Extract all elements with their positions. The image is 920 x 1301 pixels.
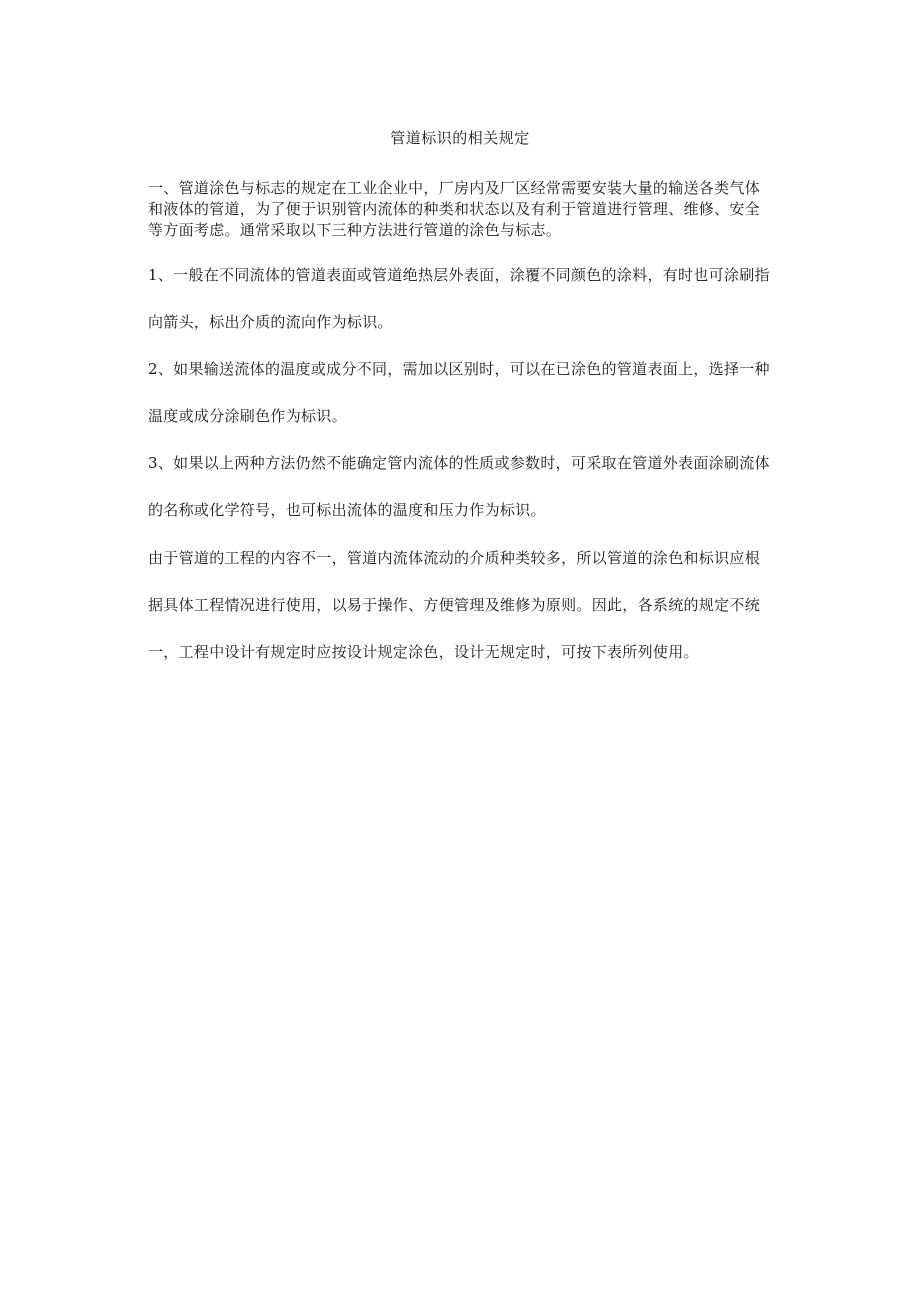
- closing-paragraph: [148, 545, 840, 665]
- item-2-paragraph: [148, 356, 840, 429]
- item-1-paragraph: [148, 262, 840, 335]
- document-title: 管道标识的相关规定: [390, 129, 530, 147]
- item-3-paragraph: [148, 450, 840, 523]
- closing-line-3: 一，工程中设计有规定时应按设计规定涂色，设计无规定时，可按下表所列使用。: [148, 643, 699, 661]
- intro-paragraph: [148, 178, 840, 241]
- item-1-line-1: 1、一般在不同流体的管道表面或管道绝热层外表面，涂覆不同颜色的涂料，有时也可涂刷指: [148, 266, 770, 284]
- item-2-line-2: 温度或成分涂刷色作为标识。: [148, 407, 347, 425]
- intro-line-1: 一、管道涂色与标志的规定在工业企业中，厂房内及厂区经常需要安装大量的输送各类气体: [148, 179, 761, 197]
- closing-line-2: 据具体工程情况进行使用，以易于操作、方便管理及维修为原则。因此，各系统的规定不统: [148, 596, 761, 614]
- closing-line-1: 由于管道的工程的内容不一，管道内流体流动的介质种类较多，所以管道的涂色和标识应根: [148, 549, 761, 567]
- item-3-line-2: 的名称或化学符号，也可标出流体的温度和压力作为标识。: [148, 501, 546, 519]
- intro-line-3: 等方面考虑。通常采取以下三种方法进行管道的涂色与标志。: [148, 221, 562, 239]
- intro-line-2: 和液体的管道，为了便于识别管内流体的种类和状态以及有利于管道进行管理、维修、安全: [148, 200, 761, 218]
- item-3-line-1: 3、如果以上两种方法仍然不能确定管内流体的性质或参数时，可采取在管道外表面涂刷流体: [148, 454, 770, 472]
- item-1-line-2: 向箭头，标出介质的流向作为标识。: [148, 313, 393, 331]
- item-2-line-1: 2、如果输送流体的温度或成分不同，需加以区别时，可以在已涂色的管道表面上，选择一种: [148, 360, 770, 378]
